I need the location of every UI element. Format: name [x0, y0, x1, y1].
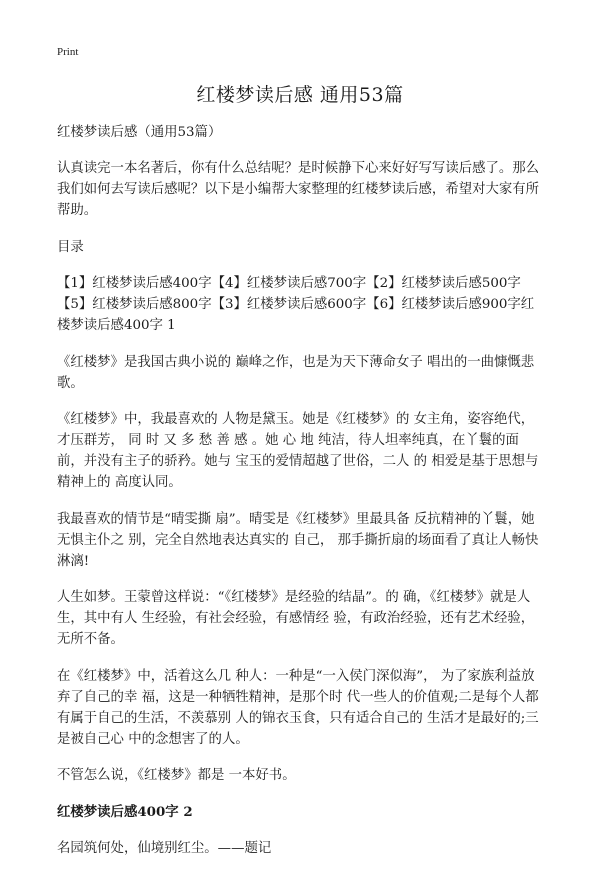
- body-paragraph: 《红楼梦》是我国古典小说的 巅峰之作，也是为天下薄命女子 唱出的一曲慷慨悲歌。: [57, 354, 535, 391]
- section-heading: 红楼梦读后感400字 2: [57, 803, 193, 820]
- toc-list: 【1】红楼梦读后感400字【4】红楼梦读后感700字【2】红楼梦读后感500字【5】红楼梦读后感800字【3】红楼梦读后感600字【6】红楼梦读后感900字红楼梦读后感400字 1: [57, 276, 535, 333]
- body-paragraph: 《红楼梦》中，我最喜欢的 人物是黛玉。她是《红楼梦》的 女主角，姿容绝代，才压群芳， 同 时 又 多 愁 善 感 。她 心 地 纯洁，待人坦率纯真，在丫鬟的面 前，并没有主子的骄矜。她与 宝玉的爱情超越了世俗，二人 的 相爱是基于思想与精神上的 高度认同。: [57, 412, 539, 490]
- document-subtitle: 红楼梦读后感（通用53篇）: [57, 125, 222, 140]
- body-paragraph: 在《红楼梦》中，活着这么几 种人：一种是“一入侯门深似海”， 为了家族利益放弃了自己的幸 福，这是一种牺牲精神，是那个时 代一些人的价值观;二是每个人都有属于自己的生活，不羡慕别 人的锦衣玉食，只有适合自己的 生活才是最好的;三是被自己心 中的念想害了的人。: [57, 668, 539, 747]
- document-title: 红楼梦读后感 通用53篇: [196, 84, 404, 106]
- body-paragraph: 名园筑何处，仙境别红尘。——题记: [57, 840, 272, 856]
- print-label: Print: [57, 46, 79, 58]
- intro-paragraph: 认真读完一本名著后，你有什么总结呢？是时候静下心来好好写写读后感了。那么我们如何去写读后感呢？以下是小编帮大家整理的红楼梦读后感，希望对大家有所帮助。: [57, 161, 540, 218]
- body-paragraph: 我最喜欢的情节是“晴雯撕 扇”。晴雯是《红楼梦》里最具备 反抗精神的丫鬟，她无惧主仆之 别，完全自然地表达真实的 自己， 那手撕折扇的场面看了真让人畅快淋漓!: [57, 511, 539, 569]
- body-paragraph: 不管怎么说，《红楼梦》都是 一本好书。: [57, 768, 296, 783]
- toc-label: 目录: [57, 239, 84, 255]
- body-paragraph: 人生如梦。王蒙曾这样说：“《红楼梦》是经验的结晶”。的 确，《红楼梦》就是人生，其中有人 生经验，有社会经验，有感情经 验，有政治经验，还有艺术经验，无所不备。: [57, 590, 535, 647]
- document-body: [57, 122, 547, 874]
